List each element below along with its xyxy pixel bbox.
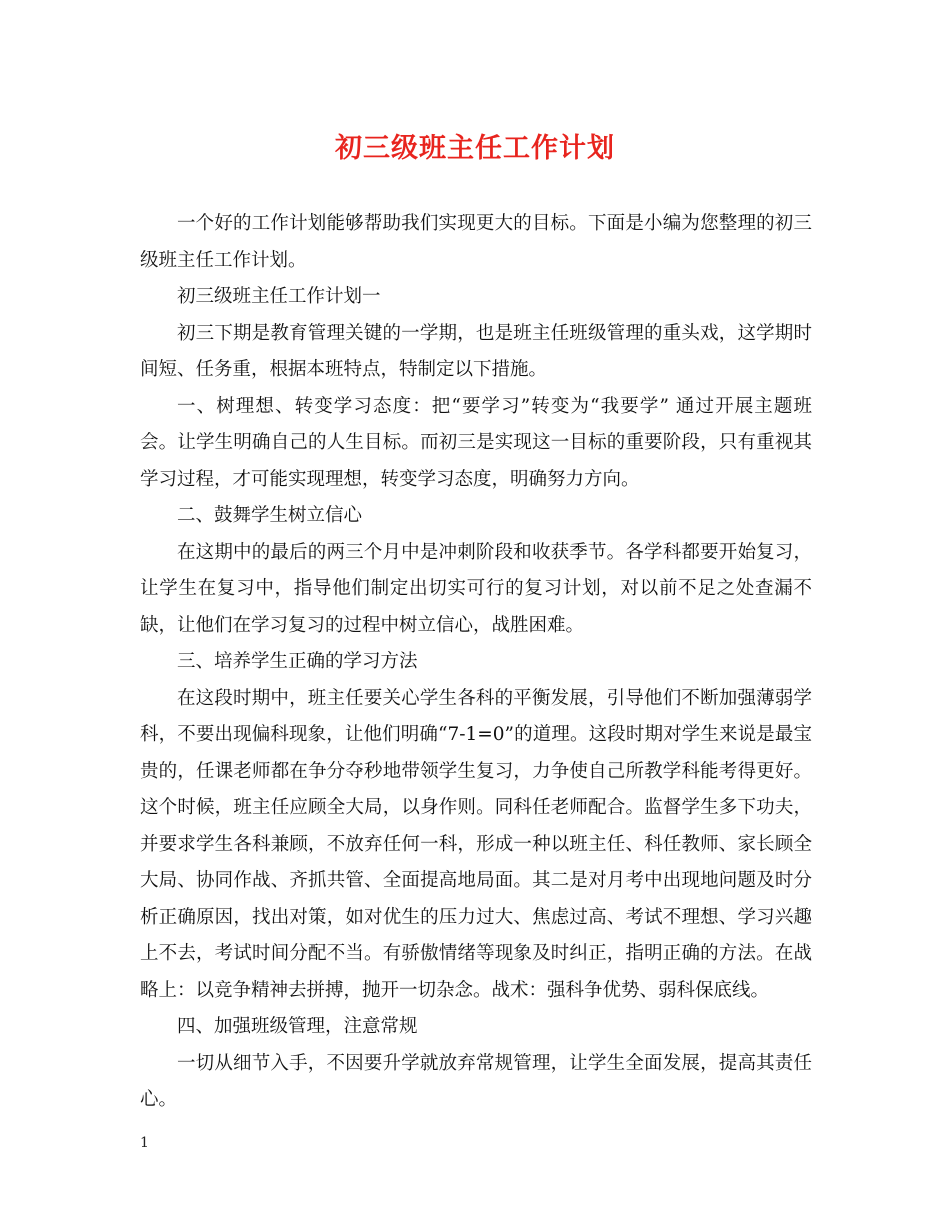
page-number: 1 — [140, 1135, 149, 1151]
document-body — [140, 206, 812, 1119]
section-two-heading: 二、鼓舞学生树立信心 — [177, 505, 363, 526]
section-one-paragraph: 一、树理想、转变学习态度：把“要学习”转变为“我要学” 通过开展主题班会。让学生明确自己的人生目标。而初三是实现这一目标的重要阶段，只有重视其学习过程，才可能实现理想，转变学习态度，明确努力方向。 — [140, 395, 812, 490]
body-paragraph: 在这期中的最后的两三个月中是冲刺阶段和收获季节。各学科都要开始复习，让学生在复习中，指导他们制定出切实可行的复习计划，对以前不足之处查漏不缺，让他们在学习复习的过程中树立信心，战胜困难。 — [140, 541, 812, 636]
body-paragraph: 初三下期是教育管理关键的一学期，也是班主任班级管理的重头戏，这学期时间短、任务重，根据本班特点，特制定以下措施。 — [140, 322, 812, 380]
document-title: 初三级班主任工作计划 — [335, 133, 615, 164]
body-paragraph: 一切从细节入手，不因要升学就放弃常规管理，让学生全面发展，提高其责任心。 — [140, 1052, 812, 1110]
section-four-heading: 四、加强班级管理，注意常规 — [177, 1016, 418, 1037]
section-three-heading: 三、培养学生正确的学习方法 — [177, 651, 418, 672]
body-paragraph: 在这段时期中，班主任要关心学生各科的平衡发展，引导他们不断加强薄弱学科，不要出现偏科现象，让他们明确“7-1=0”的道理。这段时期对学生来说是最宝贵的，任课老师都在争分夺秒地带领学生复习，力争使自己所教学科能考得更好。这个时候，班主任应顾全大局，以身作则。同科任老师配合。监督学生多下功夫，并要求学生各科兼顾，不放弃任何一科，形成一种以班主任、科任教师、家长顾全大局、协同作战、齐抓共管、全面提高地局面。其二是对月考中出现地问题及时分析正确原因，找出对策，如对优生的压力过大、焦虑过高、考试不理想、学习兴趣上不去，考试时间分配不当。有骄傲情绪等现象及时纠正，指明正确的方法。在战略上：以竞争精神去拼搏，抛开一切杂念。战术：强科争优势、弱科保底线。 — [140, 687, 812, 1001]
plan-heading: 初三级班主任工作计划一 — [177, 286, 381, 307]
intro-paragraph: 一个好的工作计划能够帮助我们实现更大的目标。下面是小编为您整理的初三级班主任工作计划。 — [140, 213, 812, 271]
